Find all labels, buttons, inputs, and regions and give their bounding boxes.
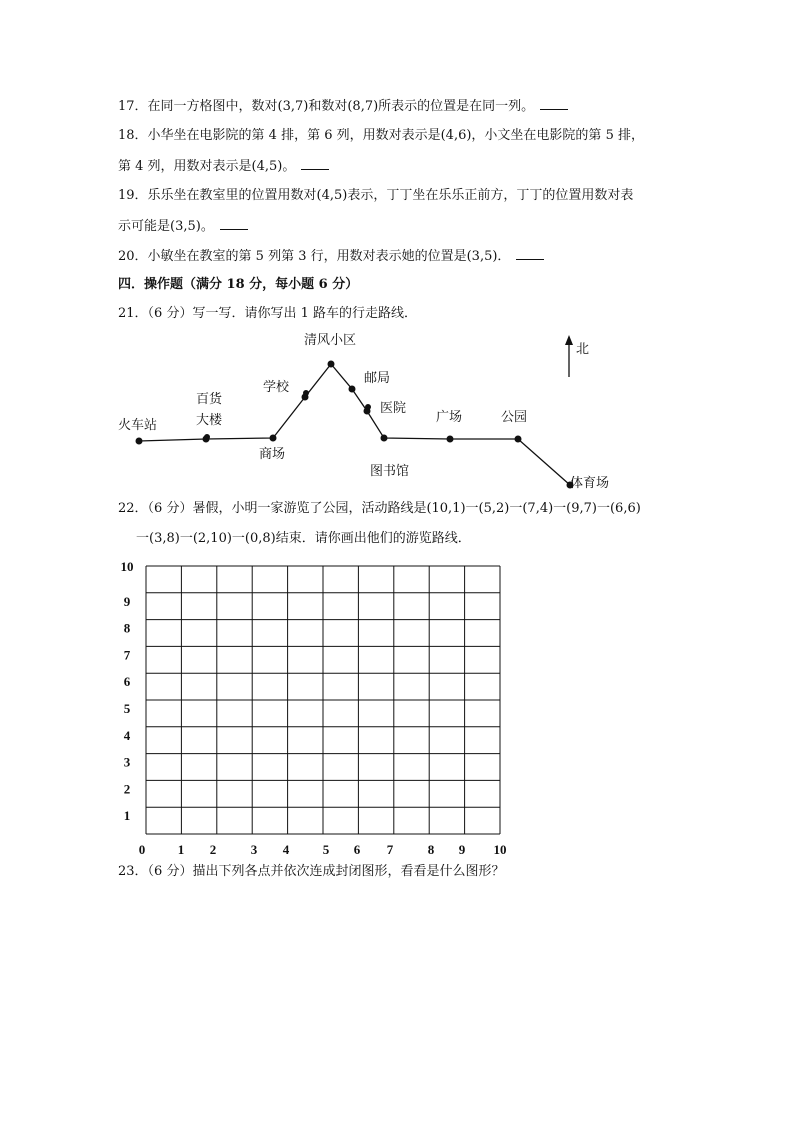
y-axis-tick-label: 9 [123,593,131,609]
station-label-post: 邮局 [364,371,391,386]
station-label-train: 火车站 [118,418,158,433]
question-21: 21．（6 分）写一写．请你写出 1 路车的行走路线． [118,306,417,321]
x-axis-tick-label: 9 [458,842,466,857]
answer-blank-20[interactable] [516,247,544,260]
station-dot-square [447,436,454,443]
station-dot-train [136,438,143,445]
answer-blank-17[interactable] [540,97,568,110]
bus-route-map [0,325,794,495]
station-dot-park [515,436,522,443]
station-label-park: 公园 [501,410,528,425]
question-20 [118,247,544,266]
station-dot-qingfeng [328,361,335,368]
y-axis-tick-label: 2 [123,781,131,797]
question-17-text: 17．在同一方格图中，数对(3,7)和数对(8,7)所表示的位置是在同一列。 [118,99,535,114]
station-label-qingfeng: 清风小区 [304,333,357,348]
x-axis-tick-label: 3 [250,842,258,857]
x-axis-tick-label: 5 [322,842,330,857]
question-23: 23．（6 分）描出下列各点并依次连成封闭图形，看看是什么图形？ [118,864,505,879]
x-axis-tick-label: 0 [138,842,146,857]
y-axis-tick-label: 4 [123,727,131,743]
x-axis-tick-label: 2 [209,842,217,857]
question-19-line2 [118,217,248,236]
station-label-dept-1: 百货 [196,392,223,407]
station-dot-library [381,435,388,442]
x-axis-tick-label: 7 [386,842,394,857]
station-label-mall: 商场 [259,447,286,462]
north-arrow-icon [565,335,573,377]
x-axis-tick-label: 6 [353,842,361,857]
x-axis-tick-label: 4 [282,842,290,857]
station-label-square: 广场 [436,410,463,425]
question-19-text: 示可能是(3,5)。 [118,219,214,234]
coordinate-grid[interactable] [0,555,794,865]
y-axis-tick-label: 5 [123,701,131,716]
answer-blank-19[interactable] [220,217,248,230]
question-22-line2: 一(3,8)一(2,10)一(0,8)结束．请你画出他们的游览路线． [136,531,471,546]
y-axis-tick-label: 3 [123,754,131,770]
answer-blank-18[interactable] [301,157,329,170]
station-label-stadium: 体育场 [570,476,610,491]
x-axis-tick-label: 10 [493,842,507,857]
station-dot-post [349,386,356,393]
y-axis-tick-label: 7 [123,647,131,663]
question-17 [118,97,568,116]
x-axis-tick-label: 1 [177,842,185,857]
x-axis-tick-label: 8 [427,842,435,857]
question-18-line2 [118,157,329,176]
question-18-line1: 18．小华坐在电影院的第 4 排，第 6 列，用数对表示是(4,6)，小文坐在电影院的第 5 排， [118,128,644,143]
y-axis-tick-label: 8 [123,620,131,636]
station-label-library: 图书馆 [370,464,410,479]
station-label-hospital: 医院 [380,401,407,416]
question-22-line1: 22．（6 分）暑假，小明一家游览了公园，活动路线是(10,1)一(5,2)一(7,4)一(9,7)一(6,6) [118,501,641,516]
station-dot-school-2 [303,390,309,396]
station-label-school: 学校 [263,380,290,395]
station-dot-mall [270,435,277,442]
station-dot-dept-2 [204,434,210,440]
y-axis-tick-label: 10 [120,559,134,574]
y-axis-tick-label: 1 [123,808,131,824]
section-heading-operations: 四．操作题（满分 18 分，每小题 6 分） [118,277,359,292]
north-label: 北 [576,342,590,357]
station-label-dept-2: 大楼 [196,413,223,428]
y-axis-tick-label: 6 [123,674,131,690]
station-dot-hospital-2 [365,404,371,410]
question-20-text: 20．小敏坐在教室的第 5 列第 3 行，用数对表示她的位置是(3,5)． [118,249,511,264]
question-18-text: 第 4 列，用数对表示是(4,5)。 [118,159,296,174]
question-19-line1: 19．乐乐坐在教室里的位置用数对(4,5)表示，丁丁坐在乐乐正前方，丁丁的位置用数对表 [118,188,634,203]
